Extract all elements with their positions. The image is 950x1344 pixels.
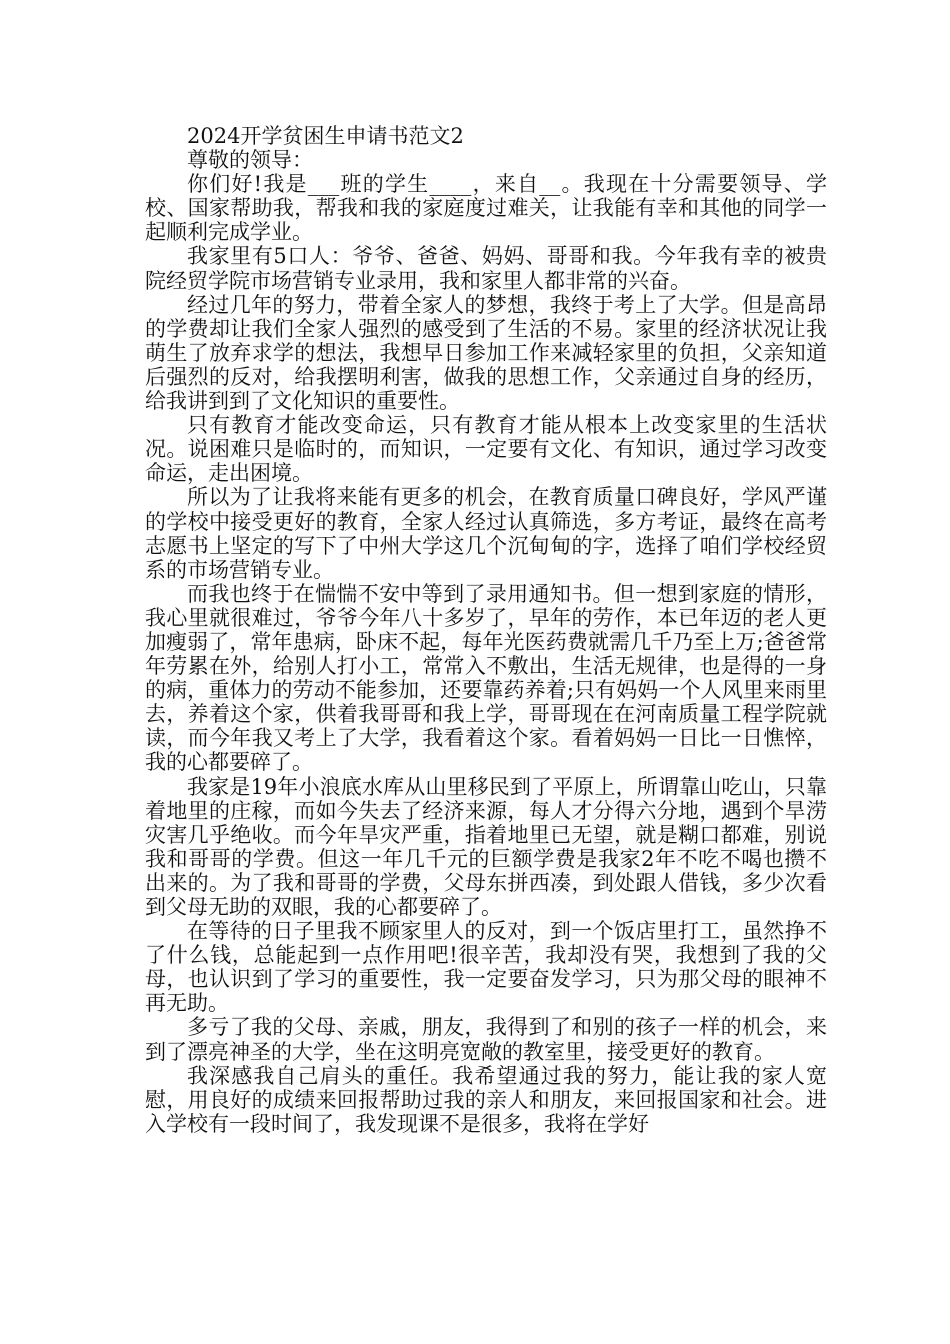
paragraph-responsibility: 我深感我自己肩头的重任。我希望通过我的努力，能让我的家人宽慰，用良好的成绩来回报帮助过我的亲人和朋友，来回报国家和社会。进入学校有一段时间了，我发现课不是很多，我将在学好	[145, 1063, 827, 1136]
paragraph-migration: 我家是19年小浪底水库从山里移民到了平原上，所谓靠山吃山，只靠着地里的庄稼，而如今失去了经济来源，每人才分得六分地，遇到个旱涝灾害几乎绝收。而今年旱灾严重，指着地里已无望，就是糊口都难，别说我和哥哥的学费。但这一年几千元的巨额学费是我家2年不吃不喝也攒不出来的。为了我和哥哥的学费，父母东拼西凑，到处跟人借钱，多少次看到父母无助的双眼，我的心都要碎了。	[145, 774, 827, 919]
document-title: 2024开学贫困生申请书范文2	[187, 124, 464, 148]
paragraph-greeting: 你们好!我是___班的学生____，来自__。我现在十分需要领导、学校、国家帮助我，帮我和我的家庭度过难关，让我能有幸和其他的同学一起顺利完成学业。	[145, 172, 827, 245]
paragraph-effort: 经过几年的努力，带着全家人的梦想，我终于考上了大学。但是高昂的学费却让我们全家人强烈的感受到了生活的不易。家里的经济状况让我萌生了放弃求学的想法，我想早日参加工作来减轻家里的负担，父亲知道后强烈的反对，给我摆明利害，做我的思想工作，父亲通过自身的经历，给我讲到到了文化知识的重要性。	[145, 292, 827, 414]
salutation: 尊敬的领导：	[187, 148, 313, 173]
paragraph-hardship: 而我也终于在惴惴不安中等到了录用通知书。但一想到家庭的情形，我心里就很难过，爷爷今年八十多岁了，早年的劳作，本已年迈的老人更加瘦弱了，常年患病，卧床不起，每年光医药费就需几千乃至上万;爸爸常年劳累在外，给别人打小工，常常入不敷出，生活无规律，也是得的一身的病，重体力的劳动不能参加，还要靠药养着;只有妈妈一个人风里来雨里去，养着这个家，供着我哥哥和我上学，哥哥现在在河南质量工程学院就读，而今年我又考上了大学，我看着这个家。看着妈妈一日比一日憔悴，我的心都要碎了。	[145, 581, 827, 775]
document-page	[145, 124, 827, 1136]
paragraph-choice: 所以为了让我将来能有更多的机会，在教育质量口碑良好，学风严谨的学校中接受更好的教育，全家人经过认真筛选，多方考证，最终在高考志愿书上坚定的写下了中州大学这几个沉甸甸的字，选择了咱们学校经贸系的市场营销专业。	[145, 485, 827, 582]
paragraph-gratitude: 多亏了我的父母、亲戚，朋友，我得到了和别的孩子一样的机会，来到了漂亮神圣的大学，坐在这明亮宽敞的教室里，接受更好的教育。	[145, 1015, 827, 1064]
paragraph-work: 在等待的日子里我不顾家里人的反对，到一个饭店里打工，虽然挣不了什么钱，总能起到一点作用吧!很辛苦，我却没有哭，我想到了我的父母，也认识到了学习的重要性，我一定要奋发学习，只为那父母的眼神不再无助。	[145, 919, 827, 1016]
paragraph-education: 只有教育才能改变命运，只有教育才能从根本上改变家里的生活状况。说困难只是临时的，而知识，一定要有文化、有知识，通过学习改变命运，走出困境。	[145, 413, 827, 486]
paragraph-family: 我家里有5口人：爷爷、爸爸、妈妈、哥哥和我。今年我有幸的被贵院经贸学院市场营销专业录用，我和家里人都非常的兴奋。	[145, 244, 827, 293]
